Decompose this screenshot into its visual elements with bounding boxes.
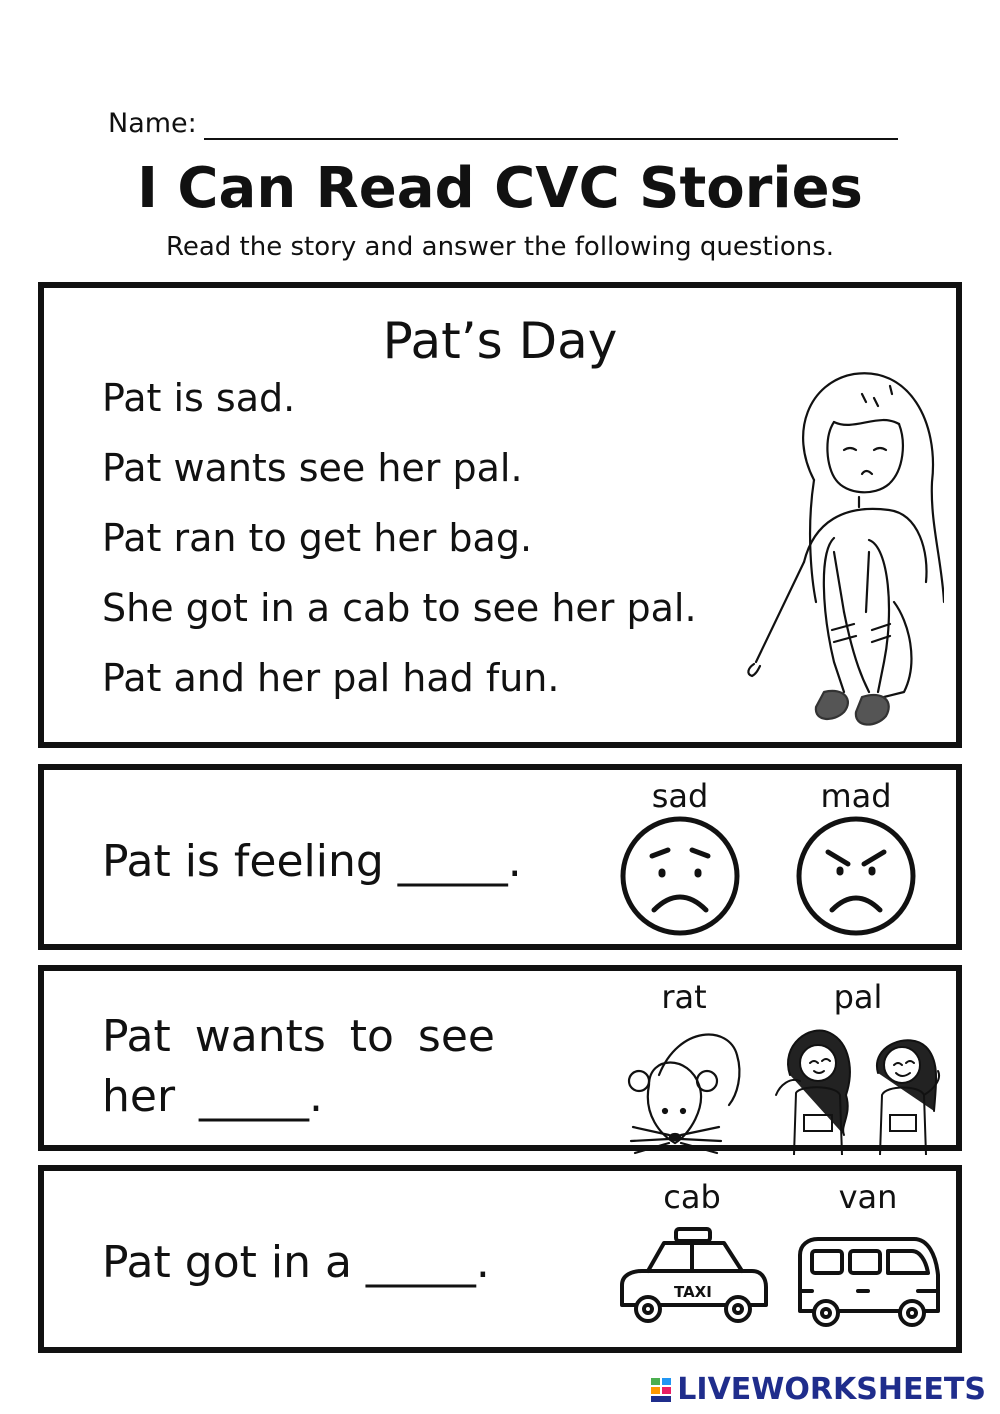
story-title: Pat’s Day xyxy=(382,312,618,370)
question-3 xyxy=(38,1165,962,1353)
two-girls-icon xyxy=(770,1015,946,1155)
story-line: Pat and her pal had fun. xyxy=(102,656,560,700)
mad-face-icon xyxy=(794,814,918,938)
option-rat[interactable] xyxy=(614,979,754,1155)
option-cab[interactable] xyxy=(612,1179,772,1335)
story-lines xyxy=(102,376,697,726)
liveworksheets-logo-icon xyxy=(651,1376,673,1404)
option-label: mad xyxy=(820,777,892,815)
question-2-text: Pat wants to see her _____. xyxy=(102,1011,495,1122)
option-label: sad xyxy=(651,777,709,815)
story-line: Pat wants see her pal. xyxy=(102,446,523,490)
van-icon xyxy=(788,1215,948,1335)
question-1 xyxy=(38,764,962,950)
story-box xyxy=(38,282,962,748)
taxi-sign-text: TAXI xyxy=(674,1283,712,1301)
name-blank-line[interactable] xyxy=(204,138,898,140)
story-line: Pat ran to get her bag. xyxy=(102,516,533,560)
question-3-text: Pat got in a _____. xyxy=(102,1237,490,1288)
question-2 xyxy=(38,965,962,1151)
story-line: Pat is sad. xyxy=(102,376,296,420)
sad-girl-illustration xyxy=(694,362,944,742)
rat-icon xyxy=(619,1015,749,1155)
option-mad[interactable] xyxy=(786,778,926,938)
option-label: pal xyxy=(833,978,883,1016)
liveworksheets-brand xyxy=(651,1372,986,1407)
name-row xyxy=(108,106,898,146)
name-label: Name: xyxy=(108,108,197,139)
option-sad[interactable] xyxy=(610,778,750,938)
page-title: I Can Read CVC Stories xyxy=(137,156,863,221)
brand-text: LIVEWORKSHEETS xyxy=(677,1372,986,1407)
page-subtitle: Read the story and answer the following questions. xyxy=(165,232,835,262)
story-line: She got in a cab to see her pal. xyxy=(102,586,697,630)
sad-face-icon xyxy=(618,814,742,938)
question-1-text: Pat is feeling _____. xyxy=(102,836,522,887)
option-label: cab xyxy=(663,1178,721,1216)
taxi-icon xyxy=(612,1215,772,1335)
option-label: van xyxy=(838,1178,898,1216)
option-pal[interactable] xyxy=(770,979,946,1155)
option-label: rat xyxy=(661,978,707,1016)
option-van[interactable] xyxy=(788,1179,948,1335)
